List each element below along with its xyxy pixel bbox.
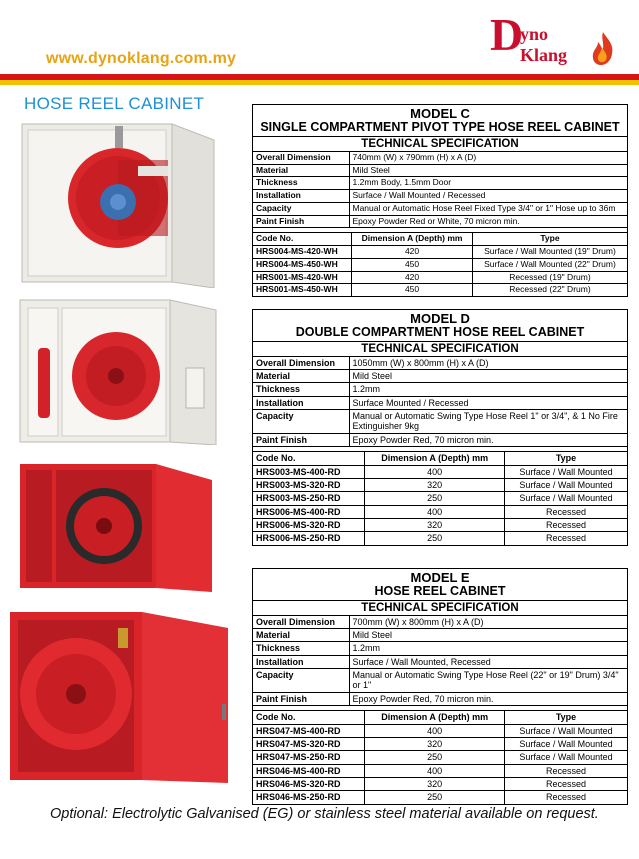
model-e-code-table [253, 711, 627, 803]
spec-row: Capacity Manual or Automatic Swing Type Hose Reel (22" or 19" Drum) 3/4" or 1" [253, 669, 627, 693]
logo-letter: D [490, 9, 524, 60]
section-title: HOSE REEL CABINET [24, 94, 205, 113]
model-e-tech-spec: TECHNICAL SPECIFICATION [253, 601, 627, 616]
model-d-spec [252, 309, 628, 546]
footer-note: Optional: Electrolytic Galvanised (EG) or stainless steel material available on request. [50, 806, 599, 822]
spec-row: Thickness 1.2mm [253, 383, 627, 396]
model-e-cabinet-photo [6, 608, 232, 783]
model-e-label: MODEL E [410, 570, 470, 585]
model-e-spec [252, 568, 628, 805]
table-row: HRS001-MS-420-WH 420 Recessed (19" Drum) [253, 271, 627, 284]
table-row: HRS003-MS-400-RD 400 Surface / Wall Mounted [253, 465, 627, 478]
logo-line1: yno [520, 24, 549, 44]
table-row: HRS046-MS-250-RD 250 Recessed [253, 791, 627, 804]
flame-icon [590, 30, 616, 66]
spec-row: Capacity Manual or Automatic Hose Reel Fixed Type 3/4" or 1" Hose up to 36m [253, 202, 627, 215]
table-row: HRS003-MS-250-RD 250 Surface / Wall Mounted [253, 492, 627, 505]
model-d-header [253, 310, 627, 342]
table-row: HRS006-MS-400-RD 400 Recessed [253, 505, 627, 518]
spec-row: Material Mild Steel [253, 164, 627, 177]
table-row: HRS004-MS-450-WH 450 Surface / Wall Mounted (22" Drum) [253, 258, 627, 271]
table-row: HRS001-MS-450-WH 450 Recessed (22" Drum) [253, 284, 627, 296]
model-d-red-cabinet-photo [16, 462, 216, 592]
spec-row: Installation Surface / Wall Mounted / Recessed [253, 190, 627, 203]
spec-row: Paint Finish Epoxy Powder Red, 70 micron min. [253, 692, 627, 705]
model-c-title: SINGLE COMPARTMENT PIVOT TYPE HOSE REEL CABINET [260, 119, 620, 134]
model-c-header [253, 105, 627, 137]
model-e-header [253, 569, 627, 601]
code-header-row: Code No. Dimension A (Depth) mm Type [253, 452, 627, 465]
model-d-code-table [253, 452, 627, 544]
spec-row: Overall Dimension 1050mm (W) x 800mm (H) x A (D) [253, 357, 627, 370]
model-c-code-table [253, 233, 627, 296]
table-row: HRS046-MS-320-RD 320 Recessed [253, 777, 627, 790]
model-e-spec-table [253, 616, 627, 705]
spec-row: Capacity Manual or Automatic Swing Type Hose Reel 1" or 3/4", & 1 No Fire Extinguisher 9kg [253, 410, 627, 434]
website-url[interactable]: www.dynoklang.com.my [46, 50, 237, 67]
spec-row: Material Mild Steel [253, 629, 627, 642]
model-c-spec [252, 104, 628, 297]
model-c-label: MODEL C [410, 106, 470, 121]
model-e-title: HOSE REEL CABINET [374, 583, 506, 598]
model-c-tech-spec: TECHNICAL SPECIFICATION [253, 137, 627, 152]
spec-row: Paint Finish Epoxy Powder Red, 70 micron min. [253, 433, 627, 446]
table-row: HRS047-MS-320-RD 320 Surface / Wall Mounted [253, 737, 627, 750]
logo-line2: Klang [520, 45, 568, 65]
table-row: HRS046-MS-400-RD 400 Recessed [253, 764, 627, 777]
table-row: HRS006-MS-320-RD 320 Recessed [253, 518, 627, 531]
model-d-title: DOUBLE COMPARTMENT HOSE REEL CABINET [295, 324, 585, 339]
header-yellow-bar [0, 80, 639, 85]
spec-row: Material Mild Steel [253, 370, 627, 383]
table-row: HRS047-MS-400-RD 400 Surface / Wall Mounted [253, 724, 627, 737]
dyno-klang-logo [490, 9, 620, 72]
spec-row: Installation Surface / Wall Mounted, Recessed [253, 655, 627, 668]
spec-row: Paint Finish Epoxy Powder Red or White, 70 micron min. [253, 215, 627, 227]
table-row: HRS004-MS-420-WH 420 Surface / Wall Mounted (19" Drum) [253, 246, 627, 259]
spec-row: Thickness 1.2mm [253, 642, 627, 655]
model-d-tech-spec: TECHNICAL SPECIFICATION [253, 342, 627, 357]
model-c-spec-table [253, 152, 627, 228]
code-header-row: Code No. Dimension A (Depth) mm Type [253, 233, 627, 245]
code-header-row: Code No. Dimension A (Depth) mm Type [253, 711, 627, 724]
spec-row: Overall Dimension 740mm (W) x 790mm (H) x A (D) [253, 152, 627, 164]
table-row: HRS003-MS-320-RD 320 Surface / Wall Mounted [253, 478, 627, 491]
model-c-cabinet-photo [18, 118, 220, 288]
spec-row: Installation Surface Mounted / Recessed [253, 396, 627, 409]
model-d-spec-table [253, 357, 627, 446]
model-d-label: MODEL D [410, 311, 470, 326]
spec-row: Overall Dimension 700mm (W) x 800mm (H) x A (D) [253, 616, 627, 629]
table-row: HRS006-MS-250-RD 250 Recessed [253, 532, 627, 545]
table-row: HRS047-MS-250-RD 250 Surface / Wall Mounted [253, 751, 627, 764]
spec-row: Thickness 1.2mm Body, 1.5mm Door [253, 177, 627, 190]
model-d-cabinet-photo [16, 298, 221, 445]
